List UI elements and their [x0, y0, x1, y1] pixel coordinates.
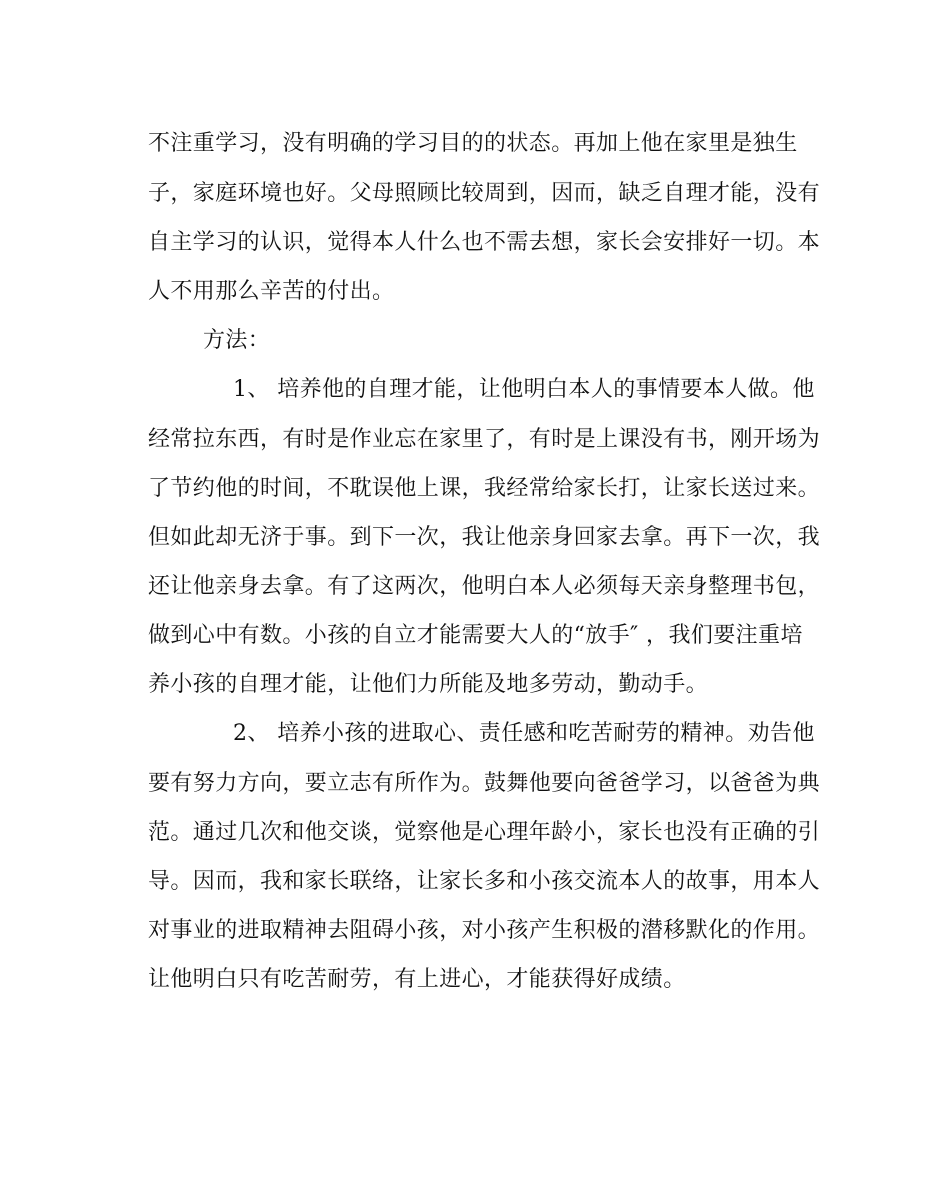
list-item-1-line: 了节约他的时间，不耽误他上课，我经常给家长打，让家长送过来。	[148, 476, 821, 501]
list-item-1-line: 养小孩的自理才能，让他们力所能及地多劳动，勤动手。	[148, 672, 709, 697]
list-item-1-line: 但如此却无济于事。到下一次，我让他亲身回家去拿。再下一次，我	[148, 525, 821, 550]
paragraph-line: 不注重学习，没有明确的学习目的的状态。再加上他在家里是独生	[148, 131, 798, 156]
list-item-1-line: 经常拉东西，有时是作业忘在家里了，有时是上课没有书，刚开场为	[148, 427, 821, 452]
list-item-2-line: 让他明白只有吃苦耐劳，有上进心，才能获得好成绩。	[148, 967, 686, 992]
paragraph-line: 自主学习的认识，觉得本人什么也不需去想，家长会安排好一切。本	[148, 230, 821, 255]
paragraph-line: 子，家庭环境也好。父母照顾比较周到，因而，缺乏自理才能，没有	[148, 181, 821, 206]
list-item-2-line: 对事业的进取精神去阻碍小孩，对小孩产生积极的潜移默化的作用。	[148, 918, 821, 943]
list-item-2-line: 范。通过几次和他交谈，觉察他是心理年龄小，家长也没有正确的引	[148, 820, 821, 845]
list-item-2-line: 要有努力方向，要立志有所作为。鼓舞他要向爸爸学习，以爸爸为典	[148, 771, 821, 796]
list-item-1-line: 做到心中有数。小孩的自立才能需要大人的“放手″ ，我们要注重培	[148, 623, 803, 648]
paragraph-line: 人不用那么辛苦的付出。	[148, 279, 395, 304]
list-item-2-line: 2、 培养小孩的进取心、责任感和吃苦耐劳的精神。劝告他	[233, 721, 815, 746]
method-heading: 方法：	[203, 328, 271, 353]
list-item-2-line: 导。因而，我和家长联络，让家长多和小孩交流本人的故事，用本人	[148, 869, 821, 894]
list-item-1-line: 1、 培养他的自理才能，让他明白本人的事情要本人做。他	[233, 377, 815, 402]
list-item-1-line: 还让他亲身去拿。有了这两次，他明白本人必须每天亲身整理书包，	[148, 574, 821, 599]
